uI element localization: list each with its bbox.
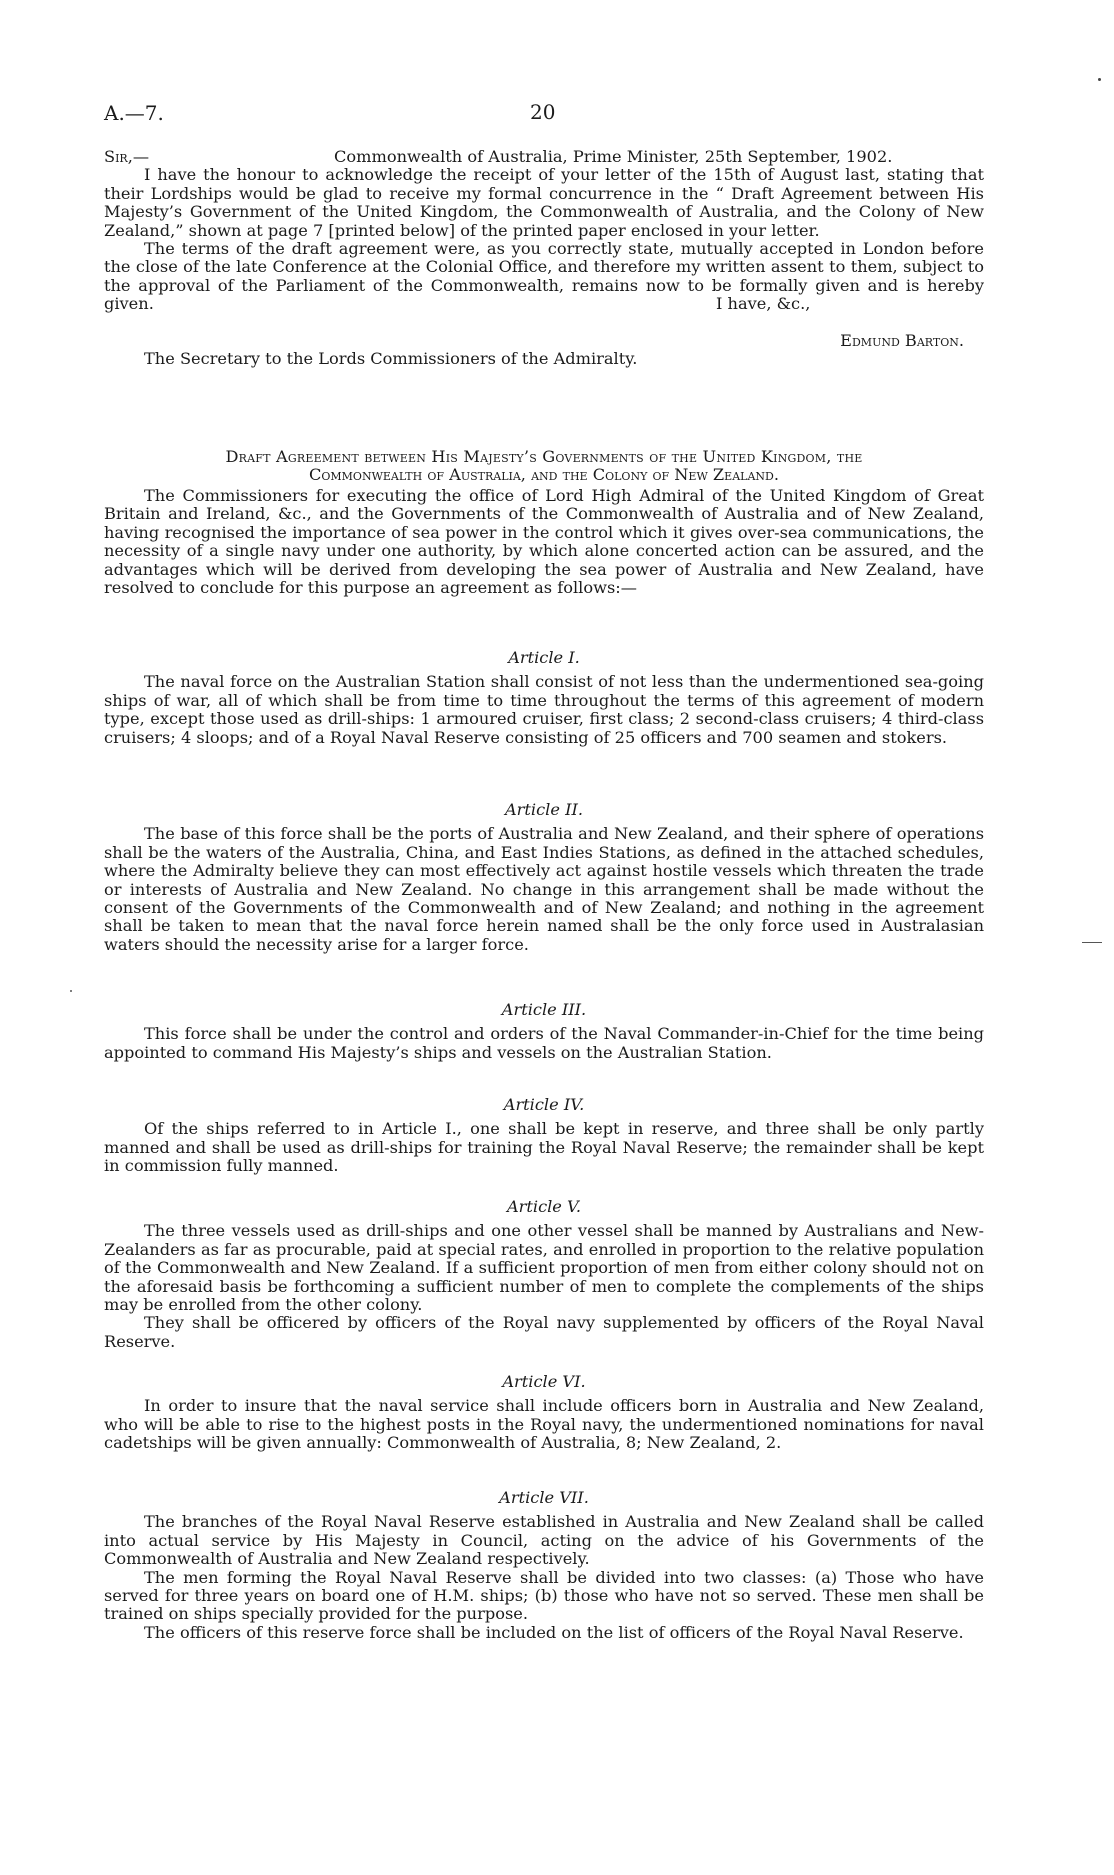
article-heading: Article VI. [502, 1372, 586, 1391]
article-6 [104, 1373, 984, 1453]
letter-addressee: The Secretary to the Lords Commissioners of the Admiralty. [144, 349, 638, 369]
article-heading: Article IV. [503, 1095, 585, 1114]
article-5 [104, 1198, 984, 1351]
letter-signature: Edmund Barton. [840, 331, 964, 351]
article-paragraph: Of the ships referred to in Article I., one shall be kept in reserve, and three shall be only partly manned and shall be used as drill-ships for training the Royal Naval Reserve; the remainder shall be kept in commission fully manned. [104, 1119, 984, 1176]
article-heading: Article V. [506, 1197, 582, 1216]
scan-mark [70, 990, 72, 992]
agreement-intro-paragraph: The Commissioners for executing the office of Lord High Admiral of the United Kingdom of Great Britain and Ireland, &c., and the Governments of the Commonwealth of Australia and of New Zealand, having recognised the importance of sea power in the control which it gives over-sea communications, the necessity of a single navy under one authority, by which alone concerted action can be assured, and the advantages which will be derived from developing the sea power of Australia and New Zealand, have resolved to conclude for this purpose an agreement as follows:— [104, 486, 984, 598]
agreement-title-line: Commonwealth of Australia, and the Colony of New Zealand. [309, 465, 779, 485]
page-number: 20 [530, 100, 556, 124]
letter-paragraph: The terms of the draft agreement were, as you correctly state, mutually accepted in London before the close of the late Conference at the Colonial Office, and therefore my written assent to them, subject to the approval of the Parliament of the Commonwealth, remains now to be formally given and is hereby given. [104, 239, 984, 314]
article-3 [104, 1001, 984, 1062]
scan-mark [1082, 942, 1102, 943]
article-paragraph: The naval force on the Australian Station shall consist of not less than the undermentioned sea-going ships of war, all of which shall be from time to time throughout the terms of this agreement of modern type, except those used as drill-ships: 1 armoured cruiser, first class; 2 second-class cruisers; 4 third-class cruisers; 4 sloops; and of a Royal Naval Reserve consisting of 25 officers and 700 seamen and stokers. [104, 672, 984, 747]
article-7 [104, 1489, 984, 1642]
agreement-title-line: Draft Agreement between His Majesty’s Governments of the United Kingdom, the [225, 447, 863, 466]
article-paragraph: The base of this force shall be the ports of Australia and New Zealand, and their sphere of operations shall be the waters of the Australia, China, and East Indies Stations, as defined in the attached schedules, where the Admiralty believe they can most effectively act against hostile vessels which threaten the trade or interests of Australia and New Zealand. No change in this arrangement shall be made without the consent of the Governments of the Commonwealth and of New Zealand; and nothing in the agreement shall be taken to mean that the naval force herein named shall be the only force used in Australasian waters should the necessity arise for a larger force. [104, 824, 984, 954]
article-2 [104, 801, 984, 954]
scan-mark [1098, 78, 1101, 81]
letter-paragraph: I have the honour to acknowledge the receipt of your letter of the 15th of August last, stating that their Lordships would be glad to receive my formal concurrence in the “ Draft Agreement between His Majesty’s Government of the United Kingdom, the Commonwealth of Australia, and the Colony of New Zealand,” shown at page 7 [printed below] of the printed paper enclosed in your letter. [104, 165, 984, 240]
article-heading: Article VII. [499, 1488, 589, 1507]
letter [104, 148, 984, 369]
agreement-intro [104, 487, 984, 597]
agreement-title [104, 448, 984, 485]
article-paragraph: They shall be officered by officers of the Royal navy supplemented by officers of the Royal Naval Reserve. [104, 1313, 984, 1351]
document-reference: A.—7. [104, 101, 164, 125]
article-paragraph: The three vessels used as drill-ships and one other vessel shall be manned by Australians and New-Zealanders as far as procurable, paid at special rates, and enrolled in proportion to the relative population of the Commonwealth and New Zealand. If a sufficient proportion of men from either colony should not on the aforesaid basis be forthcoming a sufficient number of men to complete the complements of the ships may be enrolled from the other colony. [104, 1221, 984, 1315]
letter-dateline: Commonwealth of Australia, Prime Minister, 25th September, 1902. [334, 147, 893, 166]
article-heading: Article III. [501, 1000, 587, 1019]
article-paragraph: The branches of the Royal Naval Reserve established in Australia and New Zealand shall be called into actual service by His Majesty in Council, acting on the advice of his Governments of the Commonwealth of Australia and New Zealand respectively. [104, 1512, 984, 1569]
article-paragraph: The officers of this reserve force shall be included on the list of officers of the Royal Naval Reserve. [144, 1622, 964, 1642]
article-heading: Article I. [508, 648, 580, 667]
article-heading: Article II. [504, 800, 583, 819]
letter-closing: I have, &c., [716, 294, 811, 314]
letter-salutation: Sir,— [104, 147, 150, 166]
article-paragraph: In order to insure that the naval service shall include officers born in Australia and New Zealand, who will be able to rise to the highest posts in the Royal navy, the undermentioned nominations for naval cadetships will be given annually: Commonwealth of Australia, 8; New Zealand, 2. [104, 1396, 984, 1453]
article-1 [104, 649, 984, 747]
article-paragraph: The men forming the Royal Naval Reserve shall be divided into two classes: (a) Those who have served for three years on board one of H.M. ships; (b) those who have not so served. These men shall be trained on ships specially provided for the purpose. [104, 1567, 984, 1624]
article-paragraph: This force shall be under the control and orders of the Naval Commander-in-Chief for the time being appointed to command His Majesty’s ships and vessels on the Australian Station. [104, 1024, 984, 1062]
article-4 [104, 1096, 984, 1176]
